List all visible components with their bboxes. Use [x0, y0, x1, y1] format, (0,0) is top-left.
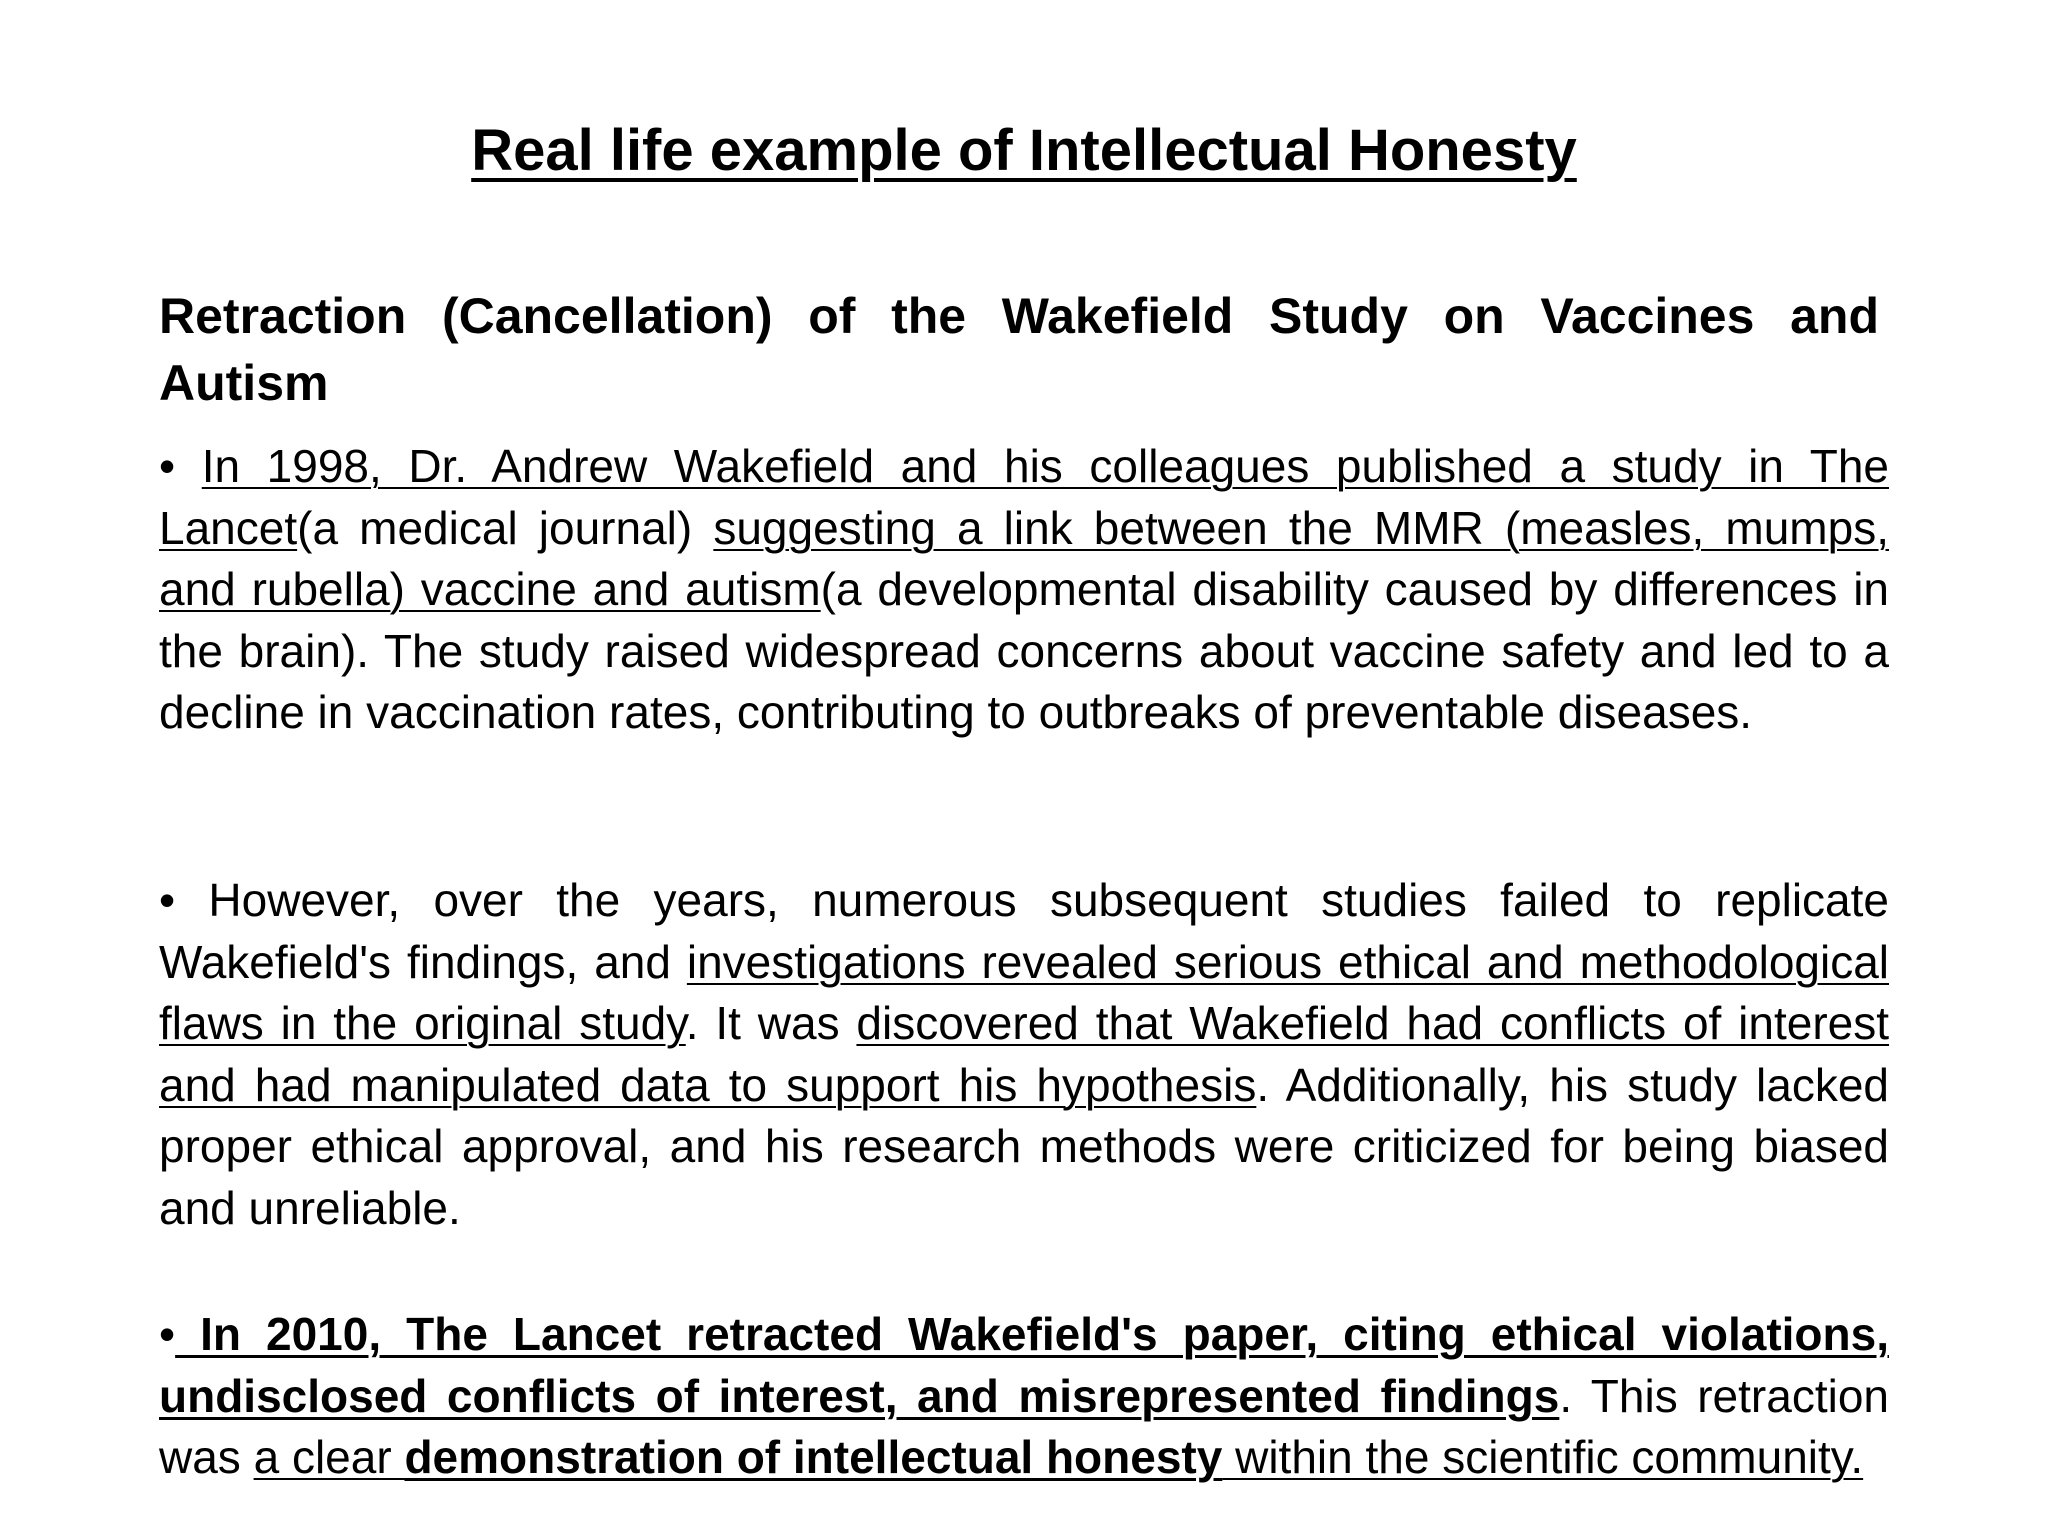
page-title-text: Real life example of Intellectual Honesty — [471, 118, 1577, 183]
bold-underlined-text: In 2010, The Lancet retracted Wakefield's paper, citing ethical violations, undisclosed conflicts of interest, and misrepresented findings — [159, 1308, 1889, 1422]
bullet: • — [159, 440, 176, 492]
body-text: . Additionally, his study lacked proper ethical approval, and his research methods were criticized for being biased and unreliable. — [159, 1058, 1890, 1234]
underlined-text: within the scientific community. — [1222, 1431, 1864, 1483]
body-text: . It was — [685, 997, 857, 1049]
section-heading: Retraction (Cancellation) of the Wakefield Study on Vaccines and Autism — [159, 288, 1879, 411]
bullet: • — [159, 874, 176, 926]
underlined-text: In 1998, Dr. Andrew Wakefield and his colleagues published a study in The Lancet — [159, 440, 1890, 554]
underlined-text: suggesting a link between the MMR (measles, mumps, and rubella) vaccine and autism — [159, 501, 1889, 615]
body-text: (a medical journal) — [297, 501, 714, 554]
underlined-text: investigations revealed serious ethical and methodological flaws in the original study — [159, 935, 1890, 1049]
body-text: However, over the years, numerous subsequent studies failed to replicate Wakefield's findings, and — [159, 874, 1889, 988]
page-title — [0, 115, 2048, 187]
bold-underlined-text: demonstration of intellectual honesty — [404, 1431, 1223, 1483]
bullet: • — [159, 1308, 176, 1360]
underlined-text: discovered that Wakefield had conflicts of interest and had manipulated data to support his hypothesis — [159, 997, 1890, 1111]
body-text: (a developmental disability caused by differences in the brain). The study raised widespread concerns about vaccine safety and led to a decline in vaccination rates, contributing to outbreaks of preventable diseases. — [159, 563, 1890, 738]
paragraph-1 — [159, 436, 1889, 744]
paragraph-2 — [159, 870, 1889, 1239]
underlined-text: a clear — [253, 1431, 405, 1483]
body-text: . This retraction was — [159, 1369, 1889, 1483]
paragraph-3 — [159, 1304, 1889, 1489]
